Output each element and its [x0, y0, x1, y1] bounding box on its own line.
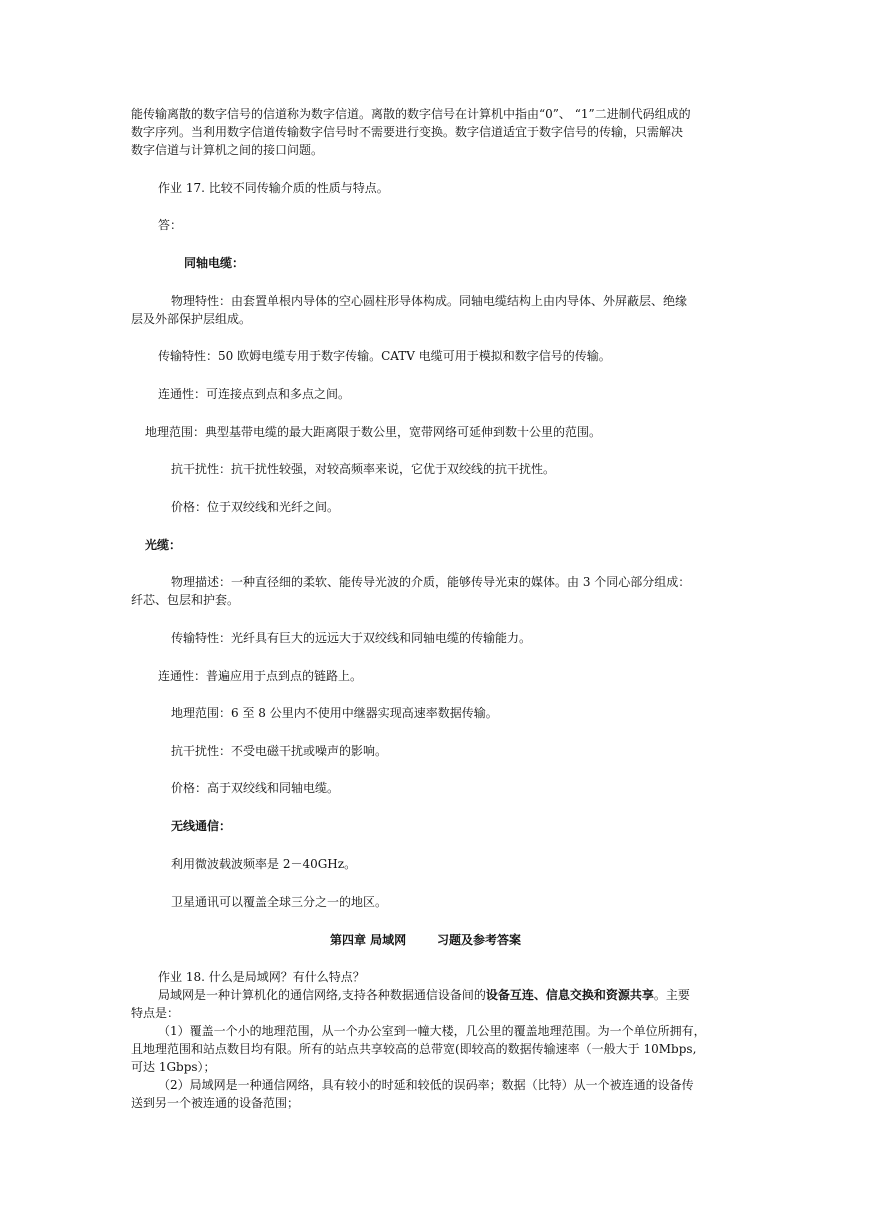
coax-physical-1: 物理特性：由套置单根内导体的空心圆柱形导体构成。同轴电缆结构上由内导体、外屏蔽层、绝缘	[171, 294, 688, 308]
coax-connectivity: 连通性：可连接点到点和多点之间。	[158, 387, 351, 401]
fiber-price: 价格：高于双绞线和同轴电缆。	[171, 781, 340, 795]
hw18-question: 作业 18. 什么是局域网？有什么特点？	[158, 970, 365, 984]
coax-physical-2: 层及外部保护层组成。	[131, 312, 252, 326]
hw18-point1-line-2: 且地理范围和站点数目均有限。所有的站点共享较高的总带宽(即较高的数据传输速率（一般大于 10Mbps,	[131, 1042, 697, 1056]
hw18-point2-line-2: 送到另一个被连通的设备范围；	[131, 1096, 300, 1110]
hw18-point2-line-1: （2）局域网是一种通信网络，具有较小的时延和较低的误码率；数据（比特）从一个被连通的设备传	[158, 1078, 694, 1092]
hw18-point1-line-3: 可达 1Gbps）；	[131, 1060, 216, 1074]
chapter-title: 第四章 局域网	[330, 933, 407, 947]
intro-line-2: 数字序列。当利用数字信道传输数字信号时不需要进行变换。数字信道适宜于数字信号的传输，只需解决	[131, 125, 684, 139]
intro-line-1: 能传输离散的数字信号的信道称为数字信道。离散的数字信号在计算机中指由“0”、 “1”二进制代码组成的	[131, 107, 691, 121]
hw17-answer-label: 答：	[158, 218, 183, 232]
fiber-physical-2: 纤芯、包层和护套。	[131, 593, 240, 607]
fiber-transmission: 传输特性：光纤具有巨大的远远大于双绞线和同轴电缆的传输能力。	[171, 631, 532, 645]
fiber-geography: 地理范围：6 至 8 公里内不使用中继器实现高速率数据传输。	[171, 706, 498, 720]
fiber-physical-1: 物理描述：一种直径细的柔软、能传导光波的介质，能够传导光束的媒体。由 3 个同心部分组成：	[171, 575, 691, 589]
hw18-definition-pre: 局域网是一种计算机化的通信网络,支持各种数据通信设备间的	[158, 988, 486, 1002]
hw18-definition-post: 。主要	[653, 988, 690, 1002]
coax-interference: 抗干扰性：抗干扰性较强，对较高频率来说，它优于双绞线的抗干扰性。	[171, 462, 556, 476]
wireless-microwave: 利用微波载波频率是 2－40GHz。	[171, 857, 357, 871]
hw17-question: 作业 17. 比较不同传输介质的性质与特点。	[158, 181, 389, 195]
fiber-connectivity: 连通性：普遍应用于点到点的链路上。	[158, 669, 363, 683]
coax-price: 价格：位于双绞线和光纤之间。	[171, 500, 340, 514]
wireless-satellite: 卫星通讯可以覆盖全球三分之一的地区。	[171, 895, 388, 909]
hw18-definition-line-1	[158, 987, 690, 1004]
coax-geography: 地理范围：典型基带电缆的最大距离限于数公里，宽带网络可延伸到数十公里的范围。	[145, 425, 602, 439]
fiber-interference: 抗干扰性：不受电磁干扰或噪声的影响。	[171, 744, 388, 758]
fiber-heading: 光缆：	[145, 538, 182, 552]
hw18-point1-line-1: （1）覆盖一个小的地理范围，从一个办公室到一幢大楼，几公里的覆盖地理范围。为一个单位所拥有，	[158, 1024, 706, 1038]
coax-heading: 同轴电缆：	[184, 256, 245, 270]
chapter-subtitle: 习题及参考答案	[437, 933, 522, 947]
hw18-definition-line-2: 特点是：	[131, 1006, 180, 1020]
hw18-definition-bold: 设备互连、信息交换和资源共享	[485, 988, 654, 1002]
coax-transmission: 传输特性：50 欧姆电缆专用于数字传输。CATV 电缆可用于模拟和数字信号的传输。	[158, 349, 611, 363]
intro-line-3: 数字信道与计算机之间的接口问题。	[131, 143, 324, 157]
wireless-heading: 无线通信：	[171, 819, 232, 833]
